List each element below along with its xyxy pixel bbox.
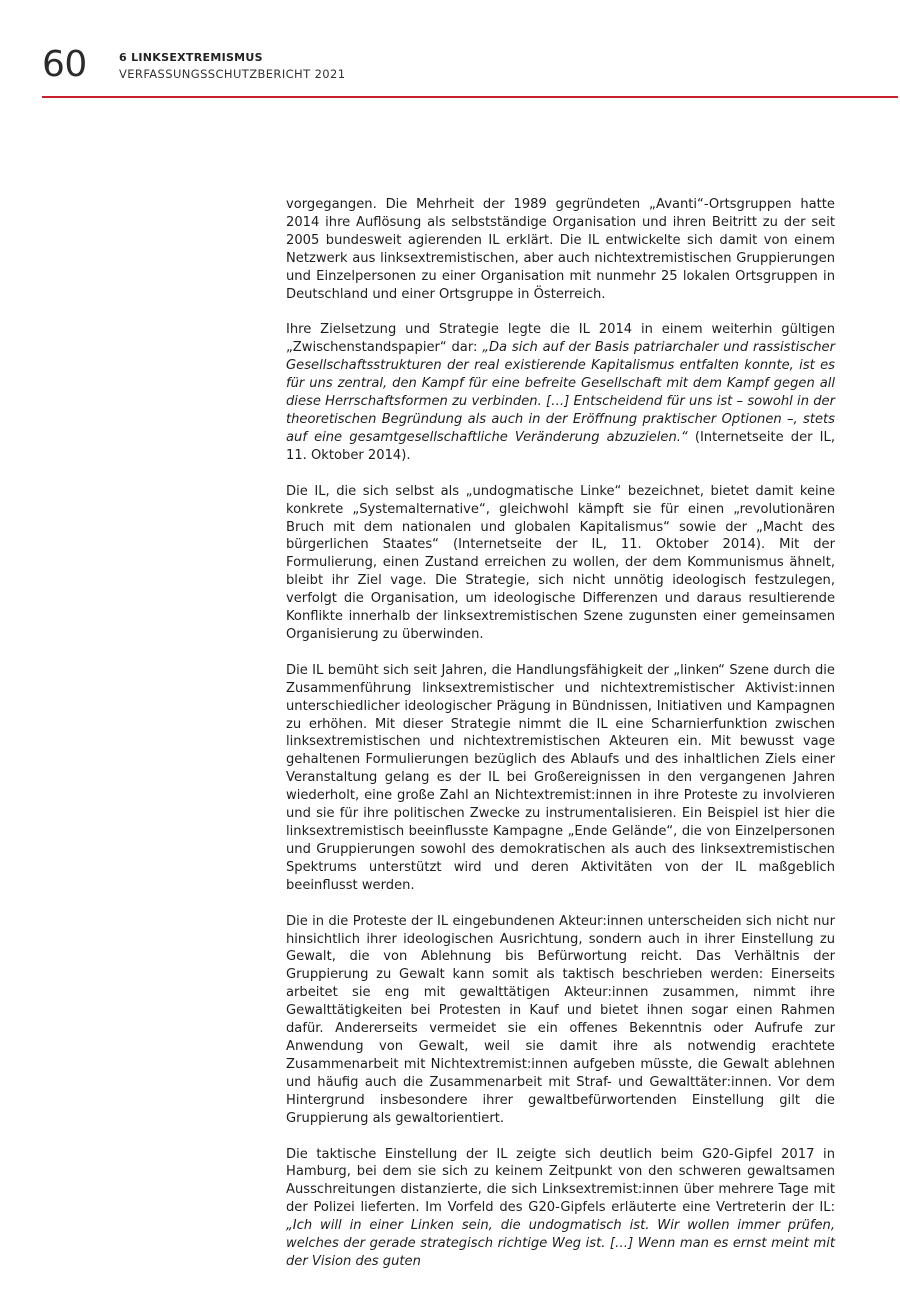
body-text	[286, 196, 835, 1289]
paragraph	[286, 1146, 835, 1271]
paragraph: Die in die Proteste der IL eingebundenen Akteur:innen unterscheiden sich nicht nur hinsichtlich ihrer ideologischen Ausrichtung, sondern auch in ihrer Einstellung zu Gewalt, die von Ablehnung bis Befürwortung reicht. Das Verhältnis der Gruppierung zu Gewalt kann somit als taktisch beschrieben werden: Einerseits arbeitet sie eng mit gewalttätigen Akteur:innen zusammen, nimmt ihre Gewalttätigkeiten bei Protesten in Kauf und bietet ihnen sogar einen Rahmen dafür. Andererseits vermeidet sie ein offenes Bekenntnis oder Aufrufe zur Anwendung von Gewalt, weil sie damit ihre als notwendig erachtete Zusammenarbeit mit Nichtextremist:innen aufgeben müsste, die Gewalt ablehnen und häufig auch die Zusammenarbeit mit Straf- und Gewalttäter:innen. Vor dem Hintergrund insbesondere ihrer gewaltbefürwortenden Einstellung gilt die Gruppierung als gewaltorientiert.	[286, 913, 835, 1126]
paragraph: Die IL, die sich selbst als „undogmatische Linke“ bezeichnet, bietet damit keine konkrete „Systemalternative“, gleichwohl kämpft sie für einen „revolutionären Bruch mit dem nationalen und globalen Kapitalismus“ sowie der „Macht des bürgerlichen Staates“ (Internetseite der IL, 11. Oktober 2014). Mit der Formulierung, einen Zustand erreichen zu wollen, der dem Kommunismus ähnelt, bleibt ihr Ziel vage. Die Strategie, sich nicht unnötig ideologisch festzulegen, verfolgt die Organisation, um ideologische Differenzen und daraus resultierende Konflikte innerhalb der linksextremistischen Szene zugunsten einer gemeinsamen Organisierung zu überwinden.	[286, 483, 835, 642]
paragraph-text: Die taktische Einstellung der IL zeigte sich deutlich beim G20-Gipfel 2017 in Hamburg, bei dem sie sich zu keinem Zeitpunkt von den schweren gewaltsamen Ausschreitungen distanzierte, die sich Linksextremist:innen über mehrere Tage mit der Polizei lieferten. Im Vorfeld des G20-Gipfels erläuterte eine Vertreterin der IL:	[286, 1146, 835, 1216]
page-header	[42, 45, 898, 98]
quote: „Ich will in einer Linken sein, die undogmatisch ist. Wir wollen immer prüfen, welches der gerade strategisch richtige Weg ist. […] Wenn man es ernst meint mit der Vision des guten	[286, 1218, 835, 1269]
paragraph-text: Ihre Zielsetzung und Strategie legte die IL 2014 in einem weiterhin gültigen „Zwischenstandspapier“ dar:	[286, 322, 835, 356]
paragraph: vorgegangen. Die Mehrheit der 1989 gegründeten „Avanti“-Ortsgruppen hatte 2014 ihre Auflösung als selbstständige Organisation und ihren Beitritt zu der seit 2005 bundesweit agierenden IL erklärt. Die IL entwickelte sich damit von einem Netzwerk aus linksextremistischen, aber auch nichtextremistischen Gruppierungen und Einzelpersonen zu einer Organisation mit nunmehr 25 lokalen Ortsgruppen in Deutschland und einer Ortsgruppe in Österreich.	[286, 197, 835, 302]
paragraph	[286, 321, 835, 464]
report-title: VERFASSUNGSSCHUTZBERICHT 2021	[119, 67, 346, 81]
chapter-title: 6 LINKSEXTREMISMUS	[119, 51, 263, 64]
header-divider	[42, 96, 898, 98]
page-number: 60	[42, 44, 87, 85]
source-citation: (Internetseite der IL, 11. Oktober 2014).	[286, 429, 835, 463]
paragraph: Die IL bemüht sich seit Jahren, die Handlungsfähigkeit der „linken“ Szene durch die Zusammenführung linksextremistischer und nichtextremistischer Aktivist:innen unterschiedlicher ideologischer Prägung in Bündnissen, Initiativen und Kampagnen zu erhöhen. Mit dieser Strategie nimmt die IL eine Scharnierfunktion zwischen linksextremistischen und nichtextremistischen Akteuren ein. Mit bewusst vage gehaltenen Formulierungen bezüglich des Ablaufs und des inhaltlichen Ziels einer Veranstaltung gelang es der IL bei Großereignissen in den vergangenen Jahren wiederholt, eine große Zahl an Nichtextremist:innen in ihre Proteste zu involvieren und sie für ihre politischen Zwecke zu instrumentalisieren. Ein Beispiel ist hier die linksextremistisch beeinflusste Kampagne „Ende Gelände“, die von Einzelpersonen und Gruppierungen sowohl des demokratischen als auch des linksextremistischen Spektrums unterstützt wird und deren Aktivitäten von der IL maßgeblich beeinflusst werden.	[286, 662, 835, 893]
quote: „Da sich auf der Basis patriarchaler und rassistischer Gesellschaftsstrukturen der real existierende Kapitalismus entfalten konnte, ist es für uns zentral, den Kampf für eine befreite Gesellschaft mit dem Kampf gegen all diese Herrschaftsformen zu verbinden. […] Entscheidend für uns ist – sowohl in der theoretischen Begründung als auch in der Eröffnung praktischer Optionen –, stets auf eine gesamtgesellschaftliche Veränderung abzuzielen.“	[286, 340, 835, 445]
